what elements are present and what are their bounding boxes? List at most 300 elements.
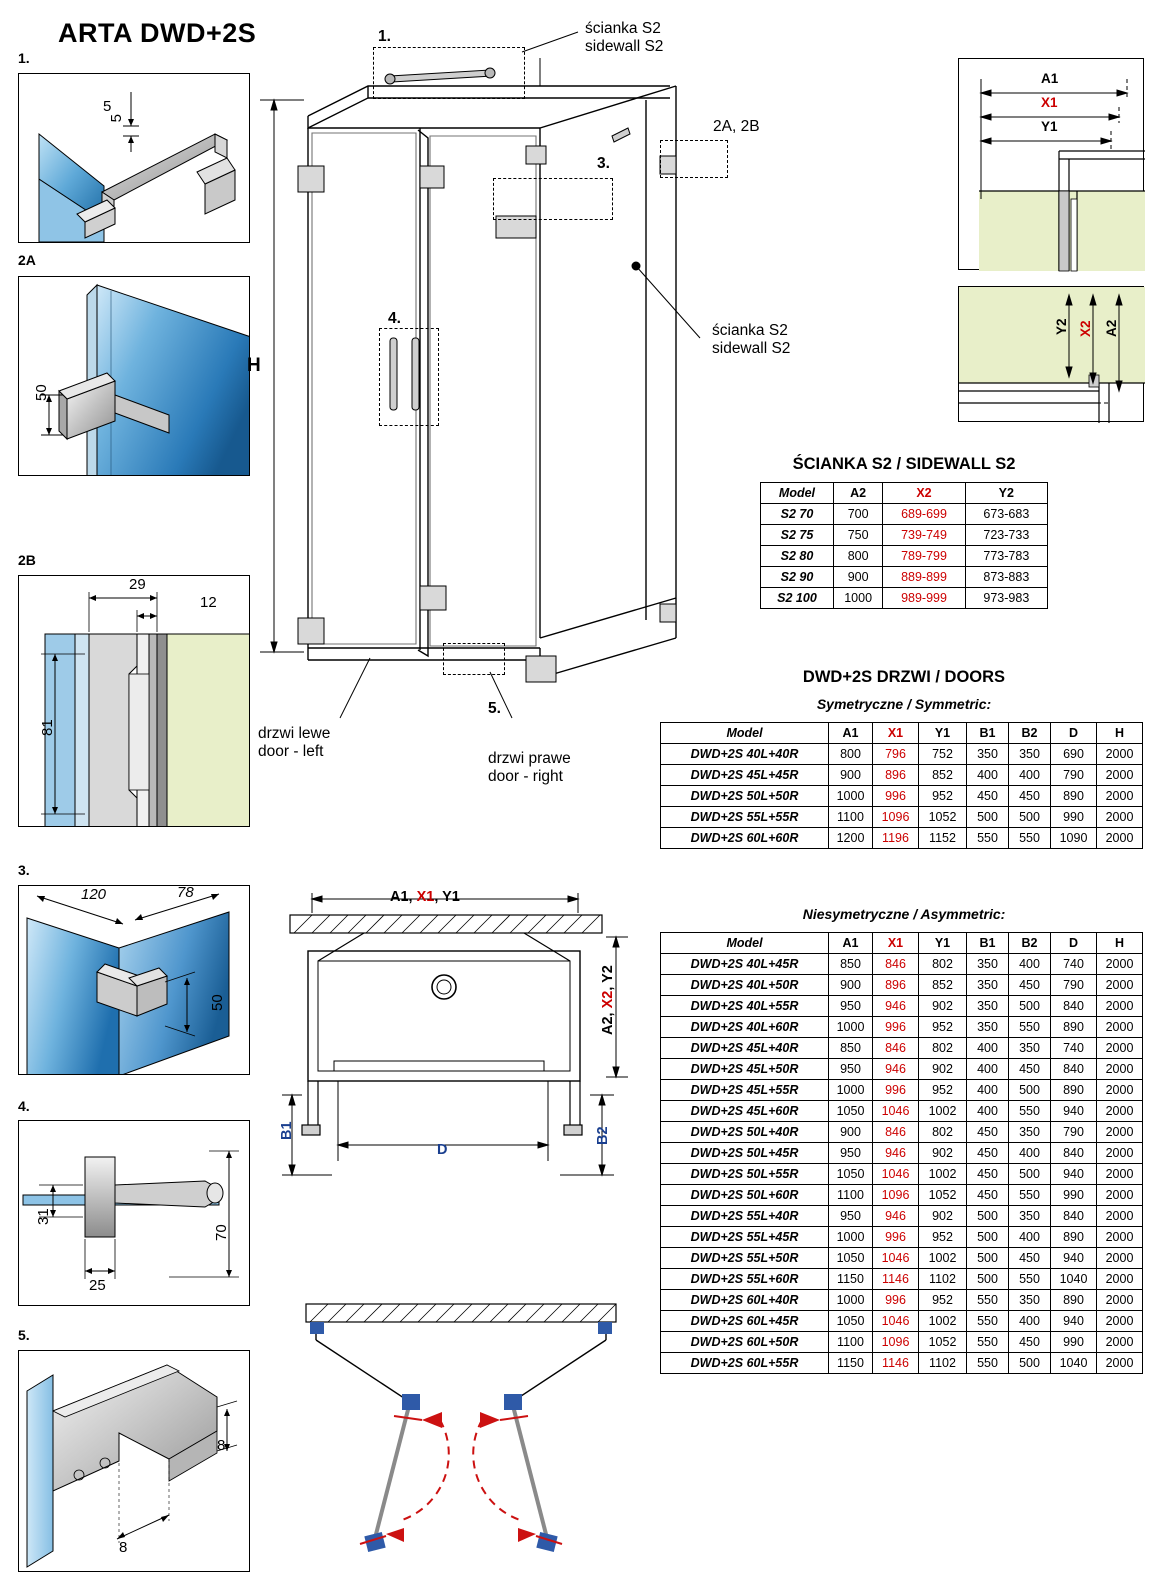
door-left-callout: drzwi lewe door - left <box>258 725 331 760</box>
cell-d: 890 <box>1051 1080 1097 1101</box>
cell-b2: 450 <box>1009 786 1051 807</box>
cell-d: 840 <box>1051 1059 1097 1080</box>
doors-asymmetric-table <box>660 932 1143 1374</box>
cell-h: 2000 <box>1097 1080 1143 1101</box>
cell-x1: 1046 <box>873 1164 919 1185</box>
column-header-a2: A2 <box>833 483 882 504</box>
table-row <box>761 525 1048 546</box>
cell-model: DWD+2S 60L+60R <box>661 828 829 849</box>
cell-model: DWD+2S 40L+40R <box>661 744 829 765</box>
table-row <box>661 1122 1143 1143</box>
page-title: ARTA DWD+2S <box>58 18 257 48</box>
cell-a1: 900 <box>829 765 873 786</box>
cell-d: 790 <box>1051 1122 1097 1143</box>
cell-model: S2 100 <box>761 588 834 609</box>
cell-model: DWD+2S 55L+45R <box>661 1227 829 1248</box>
marker-box-2ab <box>660 140 728 178</box>
cell-model: DWD+2S 60L+50R <box>661 1332 829 1353</box>
detail-label-2b: 2B <box>18 552 36 568</box>
table-row <box>661 996 1143 1017</box>
cell-a1: 1000 <box>829 1227 873 1248</box>
cell-b1: 400 <box>967 1101 1009 1122</box>
cell-model: DWD+2S 45L+40R <box>661 1038 829 1059</box>
cell-h: 2000 <box>1097 1290 1143 1311</box>
detail-box-1 <box>18 73 250 243</box>
column-header-model: Model <box>761 483 834 504</box>
cell-h: 2000 <box>1097 975 1143 996</box>
sidewall-top-callout: ścianka S2 sidewall S2 <box>585 20 664 55</box>
cell-a1: 800 <box>829 744 873 765</box>
marker-box-4 <box>379 328 439 426</box>
cell-a1: 950 <box>829 1059 873 1080</box>
cell-b2: 400 <box>1009 1143 1051 1164</box>
column-header-a1: A1 <box>829 723 873 744</box>
detail-box-2b <box>18 575 250 827</box>
detail-label-2a: 2A <box>18 252 36 268</box>
plan-right-dim-label: A2, X2, Y2 <box>600 965 616 1035</box>
cell-b2: 550 <box>1009 1269 1051 1290</box>
cell-x1: 1196 <box>873 828 919 849</box>
cell-x1: 1096 <box>873 807 919 828</box>
cell-y2: 973-983 <box>965 588 1047 609</box>
cell-b2: 450 <box>1009 975 1051 996</box>
doors-symmetric-title: Symetryczne / Symmetric: <box>816 696 992 712</box>
cell-y1: 952 <box>919 1080 967 1101</box>
detail3-dim-78: 78 <box>177 885 194 901</box>
cell-h: 2000 <box>1097 1101 1143 1122</box>
cell-a1: 900 <box>829 975 873 996</box>
cell-b1: 350 <box>967 1017 1009 1038</box>
cell-x2: 989-999 <box>883 588 965 609</box>
plan-b1-label: B1 <box>279 1121 295 1140</box>
cell-y1: 752 <box>919 744 967 765</box>
cell-model: DWD+2S 55L+60R <box>661 1269 829 1290</box>
table-row <box>661 1185 1143 1206</box>
table-row <box>761 588 1048 609</box>
cell-y1: 852 <box>919 975 967 996</box>
detail2b-dim-81: 81 <box>39 719 56 736</box>
table-row <box>661 1269 1143 1290</box>
cell-a1: 1050 <box>829 1248 873 1269</box>
cell-x1: 996 <box>873 1080 919 1101</box>
column-header-d: D <box>1051 723 1097 744</box>
cell-model: DWD+2S 40L+55R <box>661 996 829 1017</box>
column-header-x1: X1 <box>873 723 919 744</box>
cell-a2: 800 <box>833 546 882 567</box>
cell-y1: 902 <box>919 1143 967 1164</box>
detail2a-dim-label: 50 <box>33 384 50 401</box>
plan-d-label: D <box>437 1142 448 1158</box>
cell-x1: 1096 <box>873 1332 919 1353</box>
column-header-b1: B1 <box>967 933 1009 954</box>
door-right-callout: drzwi prawe door - right <box>488 750 571 785</box>
corner-label-y2: Y2 <box>1054 318 1069 335</box>
cell-a1: 1200 <box>829 828 873 849</box>
cell-b1: 400 <box>967 765 1009 786</box>
cell-d: 840 <box>1051 1206 1097 1227</box>
table-row <box>661 1101 1143 1122</box>
cell-h: 2000 <box>1097 1122 1143 1143</box>
table-row <box>661 975 1143 996</box>
column-header-model: Model <box>661 933 829 954</box>
cell-h: 2000 <box>1097 744 1143 765</box>
cell-y1: 1002 <box>919 1101 967 1122</box>
cell-a1: 950 <box>829 1206 873 1227</box>
cell-h: 2000 <box>1097 1059 1143 1080</box>
table-header-row <box>661 723 1143 744</box>
cell-b1: 450 <box>967 1143 1009 1164</box>
table-row <box>661 954 1143 975</box>
cell-a1: 1100 <box>829 807 873 828</box>
cell-x2: 889-899 <box>883 567 965 588</box>
cell-b1: 550 <box>967 1290 1009 1311</box>
cell-b1: 400 <box>967 1038 1009 1059</box>
cell-d: 990 <box>1051 807 1097 828</box>
cell-d: 890 <box>1051 1290 1097 1311</box>
cell-a1: 1100 <box>829 1185 873 1206</box>
cell-a1: 1000 <box>829 1290 873 1311</box>
cell-d: 940 <box>1051 1101 1097 1122</box>
detail4-dim-25: 25 <box>89 1277 106 1294</box>
cell-model: DWD+2S 40L+60R <box>661 1017 829 1038</box>
sidewall-table <box>760 482 1048 609</box>
cell-a1: 1050 <box>829 1101 873 1122</box>
column-header-y2: Y2 <box>965 483 1047 504</box>
cell-h: 2000 <box>1097 1311 1143 1332</box>
cell-model: S2 90 <box>761 567 834 588</box>
cell-y1: 1052 <box>919 1332 967 1353</box>
cell-model: DWD+2S 60L+40R <box>661 1290 829 1311</box>
cell-model: DWD+2S 50L+45R <box>661 1143 829 1164</box>
cell-y1: 1002 <box>919 1248 967 1269</box>
cell-b2: 350 <box>1009 1038 1051 1059</box>
cell-model: DWD+2S 60L+55R <box>661 1353 829 1374</box>
cell-b1: 450 <box>967 1122 1009 1143</box>
table-row <box>661 1248 1143 1269</box>
cell-b2: 450 <box>1009 1332 1051 1353</box>
cell-b1: 400 <box>967 1059 1009 1080</box>
cell-y2: 873-883 <box>965 567 1047 588</box>
detail-box-4 <box>18 1120 250 1306</box>
cell-h: 2000 <box>1097 1248 1143 1269</box>
cell-h: 2000 <box>1097 1185 1143 1206</box>
cell-y2: 723-733 <box>965 525 1047 546</box>
marker-box-1 <box>373 47 525 99</box>
cell-b2: 500 <box>1009 1080 1051 1101</box>
cell-b2: 500 <box>1009 1353 1051 1374</box>
cell-b2: 550 <box>1009 1185 1051 1206</box>
cell-d: 940 <box>1051 1311 1097 1332</box>
cell-b1: 550 <box>967 1311 1009 1332</box>
cell-y1: 1152 <box>919 828 967 849</box>
cell-h: 2000 <box>1097 828 1143 849</box>
cell-b1: 500 <box>967 1227 1009 1248</box>
cell-d: 990 <box>1051 1332 1097 1353</box>
table-row <box>661 1290 1143 1311</box>
cell-a1: 900 <box>829 1122 873 1143</box>
table-row <box>661 1353 1143 1374</box>
column-header-h: H <box>1097 723 1143 744</box>
cell-h: 2000 <box>1097 1206 1143 1227</box>
detail4-dim-31: 31 <box>35 1208 52 1225</box>
marker-box-5 <box>443 643 505 675</box>
cell-h: 2000 <box>1097 996 1143 1017</box>
table-row <box>661 1332 1143 1353</box>
cell-a1: 1050 <box>829 1164 873 1185</box>
cell-b2: 500 <box>1009 807 1051 828</box>
column-header-d: D <box>1051 933 1097 954</box>
cell-a1: 850 <box>829 954 873 975</box>
cell-x1: 946 <box>873 1059 919 1080</box>
cell-a2: 900 <box>833 567 882 588</box>
cell-model: DWD+2S 55L+40R <box>661 1206 829 1227</box>
cell-model: DWD+2S 55L+55R <box>661 807 829 828</box>
cell-h: 2000 <box>1097 807 1143 828</box>
cell-y1: 1002 <box>919 1311 967 1332</box>
cell-x1: 996 <box>873 1227 919 1248</box>
cell-b2: 350 <box>1009 1206 1051 1227</box>
cell-model: DWD+2S 45L+45R <box>661 765 829 786</box>
cell-h: 2000 <box>1097 1164 1143 1185</box>
cell-b1: 350 <box>967 954 1009 975</box>
table-row <box>661 786 1143 807</box>
table-row <box>661 807 1143 828</box>
column-header-b2: B2 <box>1009 723 1051 744</box>
cell-b1: 350 <box>967 975 1009 996</box>
column-header-model: Model <box>661 723 829 744</box>
table-row <box>761 504 1048 525</box>
column-header-b2: B2 <box>1009 933 1051 954</box>
cell-x1: 946 <box>873 996 919 1017</box>
detail5-dim-8a: 8 <box>217 1437 226 1454</box>
cell-y1: 802 <box>919 954 967 975</box>
cell-a2: 700 <box>833 504 882 525</box>
cell-x1: 846 <box>873 954 919 975</box>
column-header-x2: X2 <box>883 483 965 504</box>
cell-b2: 500 <box>1009 996 1051 1017</box>
cell-b1: 450 <box>967 786 1009 807</box>
column-header-b1: B1 <box>967 723 1009 744</box>
cell-y1: 852 <box>919 765 967 786</box>
cell-a1: 1100 <box>829 1332 873 1353</box>
cell-b1: 450 <box>967 1164 1009 1185</box>
cell-a1: 850 <box>829 1038 873 1059</box>
cell-d: 1040 <box>1051 1269 1097 1290</box>
cell-y1: 952 <box>919 1290 967 1311</box>
cell-a1: 1000 <box>829 786 873 807</box>
cell-x1: 896 <box>873 975 919 996</box>
main-enclosure-drawing <box>240 38 660 718</box>
cell-model: DWD+2S 50L+55R <box>661 1164 829 1185</box>
cell-b1: 500 <box>967 1269 1009 1290</box>
detail2b-dim-12: 12 <box>200 594 217 611</box>
cell-b2: 400 <box>1009 765 1051 786</box>
cell-x1: 846 <box>873 1038 919 1059</box>
cell-b1: 350 <box>967 744 1009 765</box>
table-header-row <box>661 933 1143 954</box>
cell-d: 940 <box>1051 1164 1097 1185</box>
cell-b1: 550 <box>967 1353 1009 1374</box>
cell-y1: 902 <box>919 1206 967 1227</box>
table-row <box>661 1206 1143 1227</box>
detail3-dim-120: 120 <box>81 886 107 903</box>
corner-label-x2: X2 <box>1078 320 1093 337</box>
cell-a1: 1150 <box>829 1353 873 1374</box>
plan-view-drawing <box>272 885 642 1205</box>
cell-d: 990 <box>1051 1185 1097 1206</box>
cell-y2: 773-783 <box>965 546 1047 567</box>
cell-y1: 902 <box>919 1059 967 1080</box>
cell-h: 2000 <box>1097 765 1143 786</box>
table-row <box>661 744 1143 765</box>
cell-model: DWD+2S 50L+40R <box>661 1122 829 1143</box>
cell-x1: 846 <box>873 1122 919 1143</box>
corner-label-a2: A2 <box>1104 319 1119 337</box>
detail-box-3 <box>18 885 250 1075</box>
corner-label-y1: Y1 <box>1041 119 1058 134</box>
marker-1: 1. <box>378 28 391 45</box>
cell-b1: 400 <box>967 1080 1009 1101</box>
cell-b2: 350 <box>1009 744 1051 765</box>
cell-b2: 450 <box>1009 1059 1051 1080</box>
cell-x1: 1046 <box>873 1101 919 1122</box>
cell-model: DWD+2S 55L+50R <box>661 1248 829 1269</box>
cell-h: 2000 <box>1097 1227 1143 1248</box>
cell-x2: 689-699 <box>883 504 965 525</box>
column-header-a1: A1 <box>829 933 873 954</box>
cell-h: 2000 <box>1097 1143 1143 1164</box>
cell-d: 1040 <box>1051 1353 1097 1374</box>
table-row <box>761 567 1048 588</box>
cell-d: 1090 <box>1051 828 1097 849</box>
cell-d: 890 <box>1051 1017 1097 1038</box>
cell-x1: 896 <box>873 765 919 786</box>
cell-y1: 952 <box>919 1227 967 1248</box>
cell-b1: 350 <box>967 996 1009 1017</box>
detail-box-2a <box>18 276 250 476</box>
detail-label-4: 4. <box>18 1098 30 1114</box>
table-row <box>761 546 1048 567</box>
cell-y1: 902 <box>919 996 967 1017</box>
detail1-dim-5: 5 <box>108 114 125 123</box>
cell-x1: 996 <box>873 786 919 807</box>
cell-model: DWD+2S 40L+45R <box>661 954 829 975</box>
marker-5: 5. <box>488 700 501 717</box>
corner-label-a1: A1 <box>1041 71 1059 86</box>
table-row <box>661 1143 1143 1164</box>
cell-d: 940 <box>1051 1248 1097 1269</box>
cell-x1: 1146 <box>873 1353 919 1374</box>
cell-b1: 450 <box>967 1185 1009 1206</box>
cell-b2: 550 <box>1009 1101 1051 1122</box>
cell-h: 2000 <box>1097 954 1143 975</box>
doors-asymmetric-title: Niesymetryczne / Asymmetric: <box>802 906 1006 922</box>
cell-a1: 1150 <box>829 1269 873 1290</box>
cell-x1: 946 <box>873 1143 919 1164</box>
cell-model: DWD+2S 60L+45R <box>661 1311 829 1332</box>
table-row <box>661 828 1143 849</box>
cell-x1: 1096 <box>873 1185 919 1206</box>
table-row <box>661 1080 1143 1101</box>
cell-model: DWD+2S 50L+60R <box>661 1185 829 1206</box>
cell-y1: 802 <box>919 1038 967 1059</box>
cell-b1: 550 <box>967 828 1009 849</box>
table-row <box>661 1017 1143 1038</box>
plan-top-dim-label: A1, X1, Y1 <box>390 889 460 905</box>
doors-table-title: DWD+2S DRZWI / DOORS <box>802 668 1006 686</box>
cell-b2: 350 <box>1009 1290 1051 1311</box>
table-row <box>661 1164 1143 1185</box>
cell-x2: 739-749 <box>883 525 965 546</box>
cell-model: DWD+2S 45L+55R <box>661 1080 829 1101</box>
detail3-dim-50: 50 <box>209 994 226 1011</box>
cell-b1: 550 <box>967 1332 1009 1353</box>
cell-model: DWD+2S 45L+60R <box>661 1101 829 1122</box>
sidewall-right-callout: ścianka S2 sidewall S2 <box>712 322 791 357</box>
cell-model: DWD+2S 50L+50R <box>661 786 829 807</box>
cell-a1: 1050 <box>829 1311 873 1332</box>
column-header-y1: Y1 <box>919 933 967 954</box>
table-row <box>661 1311 1143 1332</box>
cell-b2: 400 <box>1009 1227 1051 1248</box>
marker-3: 3. <box>597 155 610 172</box>
cell-y1: 952 <box>919 786 967 807</box>
cell-b2: 550 <box>1009 828 1051 849</box>
cell-h: 2000 <box>1097 1353 1143 1374</box>
cell-y1: 1002 <box>919 1164 967 1185</box>
cell-b2: 500 <box>1009 1164 1051 1185</box>
cell-d: 690 <box>1051 744 1097 765</box>
cell-d: 740 <box>1051 1038 1097 1059</box>
detail1-dim-label: 5 <box>103 98 112 115</box>
column-header-h: H <box>1097 933 1143 954</box>
cell-d: 840 <box>1051 996 1097 1017</box>
cell-y1: 1102 <box>919 1269 967 1290</box>
cell-x1: 796 <box>873 744 919 765</box>
detail2b-dim-29: 29 <box>129 576 146 593</box>
cell-a1: 1000 <box>829 1017 873 1038</box>
marker-box-3 <box>493 178 613 220</box>
detail-box-5 <box>18 1350 250 1572</box>
cell-model: DWD+2S 45L+50R <box>661 1059 829 1080</box>
cell-b2: 400 <box>1009 1311 1051 1332</box>
cell-y1: 802 <box>919 1122 967 1143</box>
cell-h: 2000 <box>1097 786 1143 807</box>
table-row <box>661 1227 1143 1248</box>
cell-y1: 952 <box>919 1017 967 1038</box>
cell-b1: 500 <box>967 1248 1009 1269</box>
cell-x1: 996 <box>873 1290 919 1311</box>
corner-detail-bottom <box>958 286 1144 422</box>
detail5-dim-8b: 8 <box>119 1539 128 1556</box>
table-header-row <box>761 483 1048 504</box>
cell-x1: 1146 <box>873 1269 919 1290</box>
cell-b2: 450 <box>1009 1248 1051 1269</box>
cell-model: S2 75 <box>761 525 834 546</box>
table-row <box>661 1059 1143 1080</box>
table-row <box>661 1038 1143 1059</box>
cell-b2: 550 <box>1009 1017 1051 1038</box>
cell-x2: 789-799 <box>883 546 965 567</box>
column-header-x1: X1 <box>873 933 919 954</box>
door-swing-diagram <box>290 1290 640 1580</box>
cell-a1: 950 <box>829 1143 873 1164</box>
column-header-y1: Y1 <box>919 723 967 744</box>
cell-y1: 1052 <box>919 1185 967 1206</box>
cell-model: DWD+2S 40L+50R <box>661 975 829 996</box>
table-row <box>661 765 1143 786</box>
cell-b1: 500 <box>967 807 1009 828</box>
